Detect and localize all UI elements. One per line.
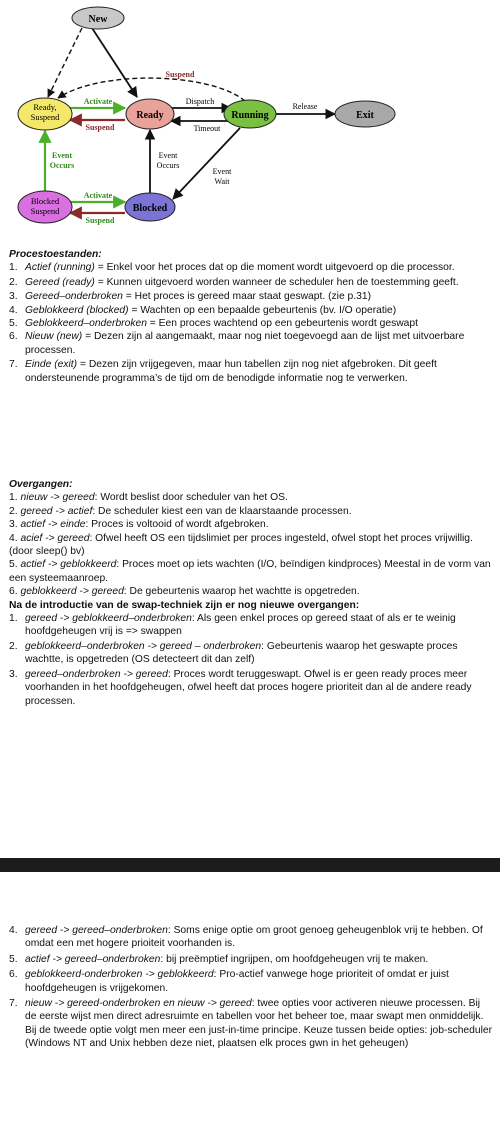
list-item: 4. Geblokkeerd (blocked) = Wachten op een bepaalde gebeurtenis (bv. I/O operatie) bbox=[9, 304, 397, 316]
label-event-wait-1: Event bbox=[212, 167, 232, 176]
list-item: 3. gereed–onderbroken -> gereed: Proces wordt teruggeswapt. Ofwel is er geen ready proces meer voorhanden in het hoofdgeheugen, ofwel heeft dat proces hogere prioriteit dan al de andere ready processen. bbox=[9, 668, 472, 707]
label-dispatch: Dispatch bbox=[185, 97, 215, 106]
label-release: Release bbox=[292, 102, 318, 111]
list-item: 7. Einde (exit) = Dezen zijn vrijgegeven, maar hun tabellen zijn nog niet afgebroken. Dit geeft ondersteunende programma’s de tijd om de benodigde informatie nog te verwerken. bbox=[9, 359, 437, 384]
heading-overgangen: Overgangen: bbox=[9, 479, 73, 490]
list-procestoestanden bbox=[9, 261, 493, 385]
arrow-new-ready bbox=[92, 28, 137, 97]
state-ready-suspend-label-1: Ready, bbox=[33, 102, 57, 112]
label-event-occurs-left-1: Event bbox=[52, 151, 72, 160]
section-procestoestanden bbox=[9, 248, 493, 385]
list-item: 2. Gereed (ready) = Kunnen uitgevoerd worden wanneer de scheduler hen de toestemming geeft. bbox=[9, 276, 459, 288]
transition-item: 6. geblokkeerd -> gereed: De gebeurtenis waarop het wachtte is opgetreden. bbox=[9, 586, 360, 598]
section-overgangen-vervolg bbox=[9, 924, 493, 1051]
transition-item: 5. actief -> geblokkeerd: Proces moet op iets wachten (I/O, beïndigen kindproces) Meestal in de vorm van een systeemaanroep. bbox=[9, 559, 491, 584]
swap-intro: Na de introductie van de swap-techniek zijn er nog nieuwe overgangen: bbox=[9, 599, 360, 611]
state-new-label: New bbox=[88, 14, 108, 25]
label-event-wait-2: Wait bbox=[214, 177, 230, 186]
page-separator bbox=[0, 858, 500, 872]
label-event-occurs-mid-1: Event bbox=[158, 151, 178, 160]
transition-item: 4. acief -> gereed: Ofwel heeft OS een tijdslimiet per proces ingesteld, ofwel stopt het proces vrijwillig. (door sleep() bv) bbox=[9, 532, 473, 558]
state-blocked-suspend-label-1: Blocked bbox=[30, 196, 60, 206]
transition-item: 3. actief -> einde: Proces is voltooid of wordt afgebroken. bbox=[9, 519, 269, 531]
label-suspend-bottom: Suspend bbox=[85, 216, 115, 225]
list-item: 5. Geblokkeerd–onderbroken = Een proces wachtend op een gebeurtenis wordt geswapt bbox=[9, 318, 418, 330]
list-item: 1. gereed -> geblokkeerd–onderbroken: Als geen enkel proces op gereed staat of als er te weinig hoofdgeheugen vrij is => swappen bbox=[9, 613, 456, 638]
process-state-diagram bbox=[0, 0, 500, 232]
heading-procestoestanden: Procestoestanden: bbox=[9, 249, 102, 260]
state-exit-label: Exit bbox=[356, 110, 374, 121]
list-item: 6. Nieuw (new) = Dezen zijn al aangemaakt, maar nog niet toegevoegd aan de lijst met uitvoerbare processen. bbox=[9, 331, 465, 356]
label-suspend-top: Suspend bbox=[165, 70, 195, 79]
label-suspend-mid: Suspend bbox=[85, 123, 115, 132]
state-blocked-suspend-label-2: Suspend bbox=[30, 206, 60, 216]
arrow-event-wait bbox=[173, 128, 240, 199]
state-blocked-label: Blocked bbox=[132, 203, 168, 214]
label-event-occurs-mid-2: Occurs bbox=[156, 161, 180, 170]
section-overgangen bbox=[9, 478, 493, 708]
list-item: 3. Gereed–onderbroken = Het proces is gereed maar staat geswapt. (zie p.31) bbox=[9, 291, 372, 303]
state-ready-suspend-label-2: Suspend bbox=[30, 112, 60, 122]
list-item: 5. actief -> gereed–onderbroken: bij preëmptief ingrijpen, om hoofdgeheugen vrij te maken. bbox=[9, 953, 429, 965]
label-event-occurs-left-2: Occurs bbox=[49, 161, 75, 170]
label-timeout: Timeout bbox=[193, 124, 221, 133]
list-item: 7. nieuw -> gereed-onderbroken en nieuw -> gereed: twee opties voor activeren nieuwe processen. Bij de eerste wijst men direct adresruimte en tabellen voor het beheer toe, maar swapt men onmiddelijk. Bij de tweede optie volgt men meer een just-in-time principe. Keuze tussen beide opties: job-scheduler (Windows NT and Unix hebben deze niet, plaatsen elk proces gwn in het geheugen) bbox=[9, 998, 493, 1050]
transition-item: 1. nieuw -> gereed: Wordt beslist door scheduler van het OS. bbox=[9, 492, 288, 504]
label-activate-bottom: Activate bbox=[83, 191, 113, 200]
arrow-new-ready-suspend bbox=[48, 28, 82, 97]
transition-item: 2. gereed -> actief: De scheduler kiest een van de klaarstaande processen. bbox=[9, 505, 352, 517]
list-swap-transitions-continued bbox=[9, 924, 493, 1051]
list-item: 6. geblokkeerd-onderbroken -> geblokkeerd: Pro-actief vanwege hoge prioriteit of omdat er juist hoofdgeheugen is vrijgekomen. bbox=[9, 969, 449, 994]
list-item: 1. Actief (running) = Enkel voor het proces dat op die moment wordt uitgevoerd op die processor. bbox=[9, 262, 455, 274]
state-ready-label: Ready bbox=[136, 110, 164, 121]
list-item: 2. geblokkeerd–onderbroken -> gereed – onderbroken: Gebeurtenis waarop het geswapte proces wachtte, is opgetreden (OS detecteert dit dan zelf) bbox=[9, 640, 458, 666]
list-item: 4. gereed -> gereed–onderbroken: Soms enige optie om groot genoeg geheugenblok vrij te hebben. Of omdat een met hogere prioiteit voorhanden is. bbox=[9, 925, 483, 950]
state-running-label: Running bbox=[231, 110, 269, 121]
list-swap-transitions bbox=[9, 612, 493, 708]
label-activate-top: Activate bbox=[83, 97, 113, 106]
